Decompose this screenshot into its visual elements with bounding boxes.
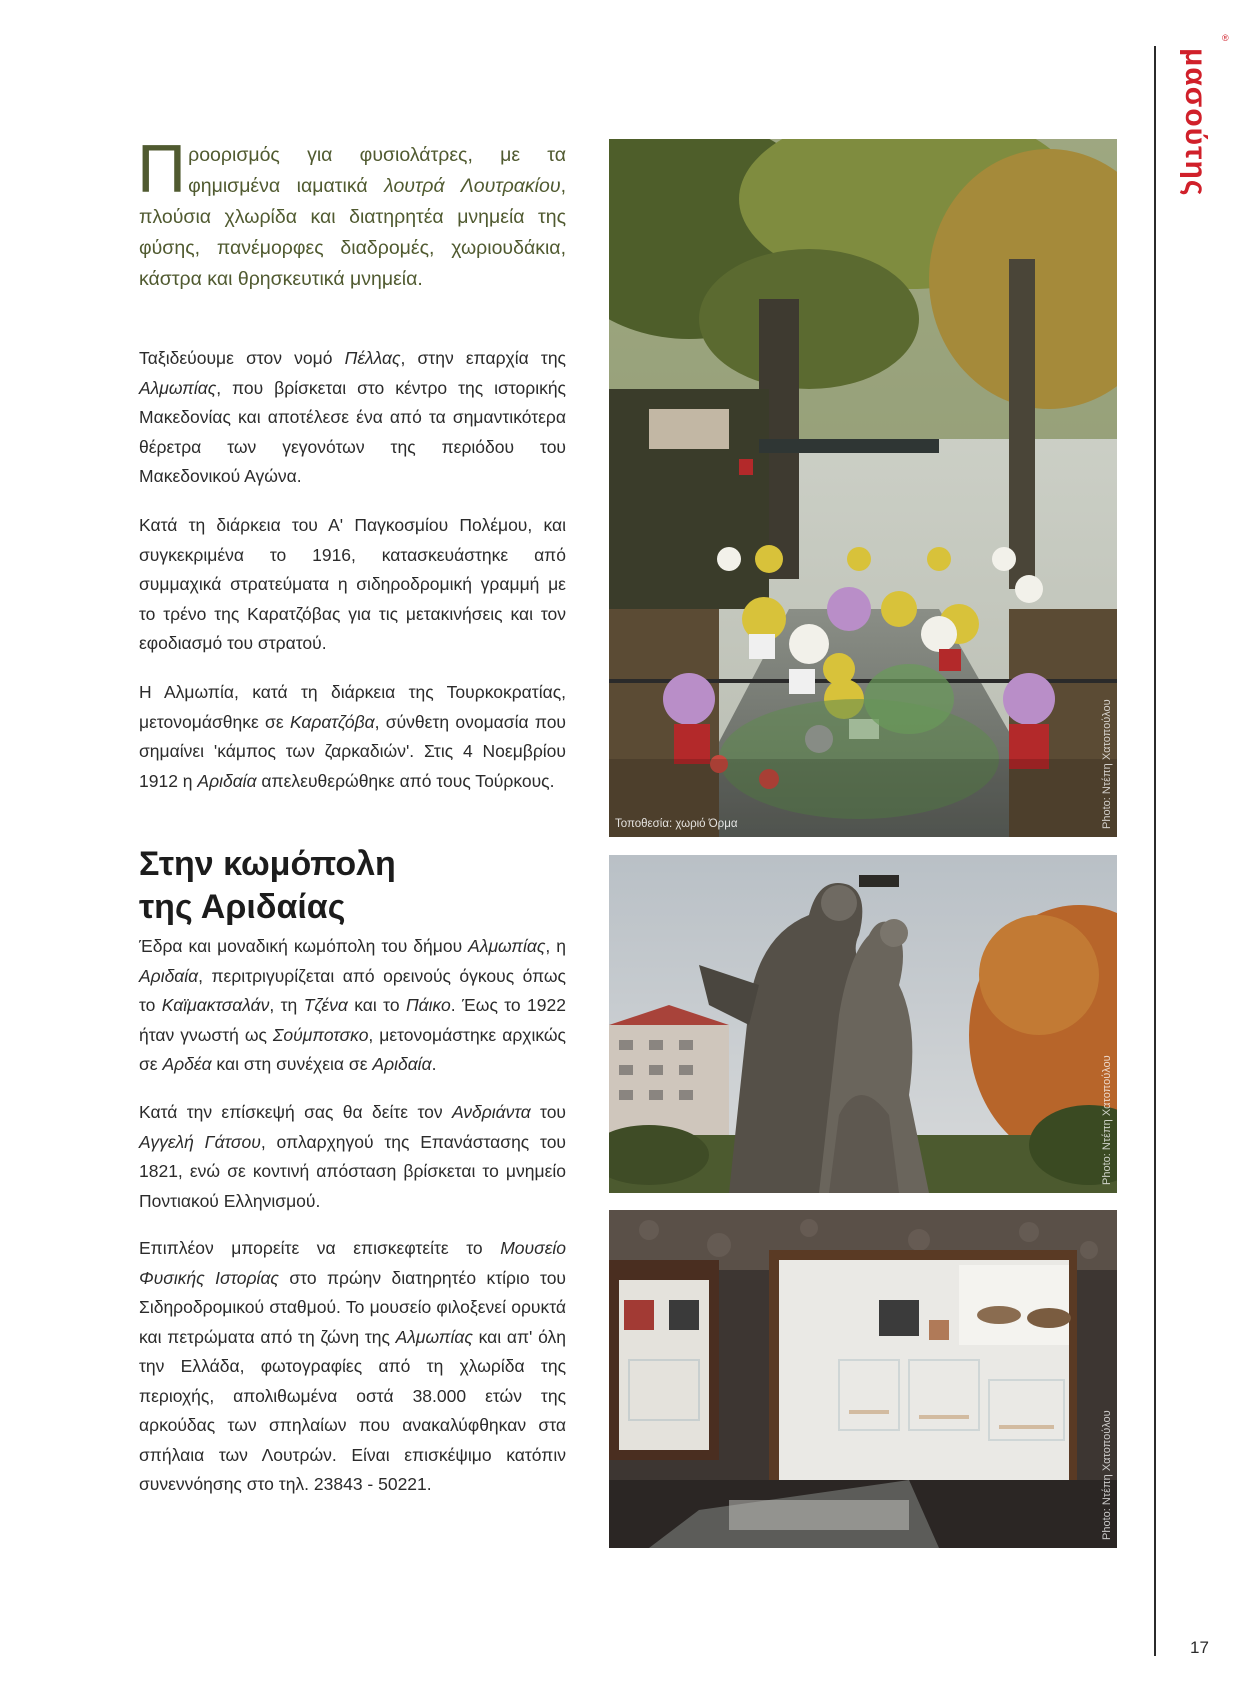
brand-logo: μασούτης: [1179, 48, 1212, 197]
text-run: , η: [545, 936, 566, 956]
italic-text: Αριδαία: [139, 965, 199, 986]
text-run: , στην επαρχία της: [400, 348, 566, 368]
drop-cap: Π: [137, 131, 187, 207]
text-run: , σύνθετη ονομασία που σημαίνει 'κάμπος των ζαρκαδιών'. Στις 4 Νοεμβρίου 1912 η: [139, 711, 567, 791]
body-paragraph: [139, 511, 566, 659]
italic-text: Καϊμακτσαλάν: [161, 995, 270, 1015]
italic-text: Τζένα: [303, 995, 348, 1015]
page-number: 17: [1190, 1638, 1209, 1657]
text-run: Η Αλμωπία, κατά τη διάρκεια της Τουρκοκρατίας, μετονομάσθηκε σε: [139, 682, 566, 732]
photo-credit: Photo: Ντέπη Χατοπούλου: [1101, 1410, 1113, 1540]
photo-credit: Photo: Ντέπη Χατοπούλου: [1101, 699, 1113, 829]
italic-text: Καρατζόβα: [289, 711, 375, 732]
italic-text: λουτρά Λουτρακίου: [384, 175, 561, 197]
text-run: και το: [347, 995, 406, 1015]
italic-text: Αλμωπίας: [468, 936, 546, 956]
text-run: του: [530, 1102, 566, 1122]
lead-text: [139, 144, 566, 290]
text-run: , που βρίσκεται στο κέντρο της ιστορικής Μακεδονίας και αποτέλεσε ένα από τα σημαντικότερα θέρετρα των γεγονότων της περιόδου του Μακεδονικού Αγώνα.: [139, 377, 566, 486]
text-run: , οπλαρχηγού της Επανάστασης του 1821, ενώ σε κοντινή απόσταση βρίσκεται το μνημείο Ποντιακού Ελληνισμού.: [139, 1131, 566, 1211]
section-heading: [139, 843, 569, 929]
italic-text: Αρδέα: [162, 1054, 212, 1074]
italic-text: Μουσείο Φυσικής Ιστορίας: [139, 1238, 566, 1288]
side-divider: [1154, 46, 1156, 1656]
body-paragraph: [139, 1234, 566, 1500]
photo-stream-flowers: [609, 139, 1117, 837]
photo-caption: Τοποθεσία: χωριό Όρμα: [615, 818, 738, 830]
italic-text: Αλμωπίας: [395, 1326, 473, 1347]
section-heading-line-2: της Αριδαίας: [139, 888, 346, 926]
body-paragraph: [139, 678, 566, 796]
italic-text: Αλμωπίας: [139, 377, 217, 398]
text-run: στο πρώην διατηρητέο κτίριο του Σιδηροδρομικού σταθμού. Το μουσείο φιλοξενεί ορυκτά και πετρώματα από τη ζώνη της: [139, 1267, 566, 1347]
text-run: και στη συνέχεια σε: [211, 1054, 373, 1074]
text-run: και απ' όλη την Ελλάδα, φωτογραφίες από τη χλωρίδα της περιοχής, απολιθωμένα οστά 38.000 ετών της αρκούδας των σπηλαίων που ανακαλύφθηκαν στα σπήλαια των Λουτρών. Είναι επισκέψιμο κατόπιν συνεννόησης στο τηλ. 23843 - 50221.: [139, 1326, 566, 1494]
photo-museum: [609, 1210, 1117, 1548]
text-run: .: [431, 1054, 437, 1074]
italic-text: Σούμποτσκο: [272, 1024, 369, 1045]
text-run: , περιτριγυρίζεται από ορεινούς όγκους όπως το: [139, 965, 566, 1015]
text-run: . Έως το 1922 ήταν γνωστή ως: [139, 995, 566, 1045]
photo-credit: Photo: Ντέπη Χατοπούλου: [1101, 1055, 1113, 1185]
text-run: ροορισμός για φυσιολάτρες, με τα φημισμένα ιαματικά: [188, 144, 566, 197]
italic-text: Αριδαία: [197, 770, 257, 791]
italic-text: Πέλλας: [344, 348, 401, 368]
body-paragraph: [139, 932, 566, 1080]
italic-text: Πάικο: [405, 995, 451, 1015]
text-run: Επιπλέον μπορείτε να επισκεφτείτε το: [139, 1238, 501, 1258]
text-run: , πλούσια χλωρίδα και διατηρητέα μνημεία της φύσης, πανέμορφες διαδρομές, χωριουδάκια, κάστρα και θρησκευτικά μνημεία.: [139, 175, 566, 290]
text-run: απελευθερώθηκε από τους Τούρκους.: [256, 770, 555, 791]
italic-text: Αγγελή Γάτσου: [139, 1131, 261, 1152]
italic-text: Αριδαία: [372, 1054, 432, 1074]
text-run: Έδρα και μοναδική κωμόπολη του δήμου: [139, 936, 469, 956]
text-run: , μετονομάστηκε αρχικώς σε: [139, 1024, 566, 1074]
text-run: , τη: [269, 995, 304, 1015]
lead-paragraph: [137, 131, 566, 295]
body-paragraph: [139, 1098, 566, 1216]
registered-mark: ®: [1222, 33, 1229, 43]
text-run: Κατά την επίσκεψή σας θα δείτε τον: [139, 1102, 452, 1122]
text-run: Ταξιδεύουμε στον νομό: [139, 348, 345, 368]
text-run: Κατά τη διάρκεια του Α' Παγκοσμίου Πολέμου, και συγκεκριμένα το 1916, κατασκευάστηκε από συμμαχικά στρατεύματα η σιδηροδρομική γραμμή με το τρένο της Καρατζόβας για τις μετακινήσεις και τον εφοδιασμό του στρατού.: [139, 515, 566, 653]
italic-text: Ανδριάντα: [451, 1102, 531, 1122]
section-heading-line-1: Στην κωμόπολη: [139, 845, 396, 883]
body-paragraph: [139, 344, 566, 492]
photo-statue: [609, 855, 1117, 1193]
